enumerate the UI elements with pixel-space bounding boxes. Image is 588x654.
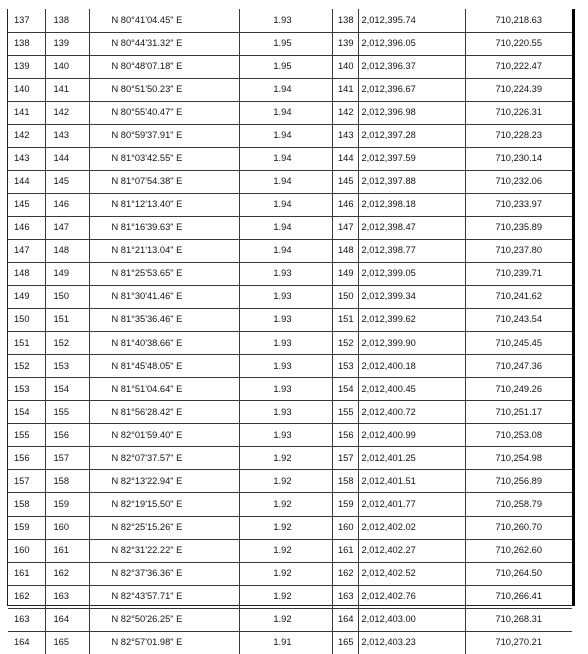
north-coordinate-cell: 2,012,400.99 [358,424,465,447]
point-cell: 163 [332,585,358,608]
north-coordinate-cell: 2,012,400.72 [358,401,465,424]
bearing-cell: N 82°37'36.36" E [89,562,239,585]
east-coordinate-cell: 710,226.31 [465,101,572,124]
distance-cell: 1.93 [239,9,332,32]
table-row [8,55,572,78]
east-coordinate-cell: 710,262.60 [465,539,572,562]
from-station-cell: 147 [8,239,45,262]
north-coordinate-cell: 2,012,396.67 [358,78,465,101]
north-coordinate-cell: 2,012,398.47 [358,216,465,239]
from-station-cell: 143 [8,147,45,170]
bearing-cell: N 82°57'01.98" E [89,631,239,654]
distance-cell: 1.92 [239,516,332,539]
east-coordinate-cell: 710,270.21 [495,637,542,648]
from-station-cell: 140 [8,78,45,101]
table-row [8,216,572,239]
distance-cell: 1.91 [239,631,332,654]
bearing-cell: N 82°43'57.71" E [89,585,239,608]
point-cell: 156 [332,424,358,447]
to-station-cell: 147 [45,216,89,239]
bearing-cell: N 81°35'36.46" E [89,309,239,332]
point-cell: 149 [332,263,358,286]
to-station-cell: 154 [45,378,89,401]
to-station-cell: 165 [45,631,89,654]
table-row [8,493,572,516]
from-station-cell: 145 [8,193,45,216]
north-coordinate-cell: 2,012,400.18 [358,355,465,378]
east-coordinate-cell: 710,251.17 [465,401,572,424]
distance-cell: 1.93 [239,286,332,309]
north-coordinate-cell: 2,012,399.62 [358,309,465,332]
table-row [8,516,572,539]
from-station-cell: 155 [8,424,45,447]
bearing-cell: N 81°45'48.05" E [89,355,239,378]
bearing-cell: N 80°59'37.91" E [89,124,239,147]
to-station-cell: 149 [45,263,89,286]
bearing-cell: N 81°25'53.65" E [89,263,239,286]
to-station-cell: 145 [45,170,89,193]
east-coordinate-cell: 710,233.97 [465,193,572,216]
east-coordinate-cell: 710,237.80 [465,239,572,262]
to-station-cell: 138 [45,9,89,32]
distance-cell: 1.95 [239,32,332,55]
distance-cell: 1.94 [239,78,332,101]
east-coordinate-cell: 710,239.71 [465,263,572,286]
to-station-cell: 150 [45,286,89,309]
east-coordinate-cell: 710,245.45 [465,332,572,355]
bearing-cell: N 80°41'04.45" E [89,9,239,32]
north-coordinate-cell: 2,012,396.37 [358,55,465,78]
east-coordinate-cell: 710,243.54 [465,309,572,332]
table-row [8,286,572,309]
distance-cell: 1.93 [239,378,332,401]
to-station-cell: 156 [45,424,89,447]
east-coordinate-cell: 710,228.23 [465,124,572,147]
east-coordinate-cell: 710,260.70 [465,516,572,539]
table-row [8,447,572,470]
table-row [8,585,572,608]
to-station-cell: 162 [45,562,89,585]
east-coordinate-cell: 710,258.79 [465,493,572,516]
table-row [8,263,572,286]
point-cell: 160 [332,516,358,539]
from-station-cell: 164 [8,631,45,654]
east-coordinate-cell: 710,218.63 [465,9,572,32]
point-cell: 146 [332,193,358,216]
to-station-cell: 140 [45,55,89,78]
from-station-cell: 142 [8,124,45,147]
table-row [8,631,572,654]
distance-cell: 1.94 [239,216,332,239]
from-station-cell: 154 [8,401,45,424]
table-row [8,9,572,32]
distance-cell: 1.92 [239,493,332,516]
point-cell: 144 [332,147,358,170]
north-coordinate-cell: 2,012,397.88 [358,170,465,193]
survey-table-page [7,9,575,648]
point-cell: 139 [332,32,358,55]
from-station-cell: 163 [8,608,45,631]
distance-cell: 1.92 [239,608,332,631]
north-coordinate-cell: 2,012,399.05 [358,263,465,286]
bearing-cell: N 82°07'37.57" E [89,447,239,470]
distance-cell: 1.93 [239,401,332,424]
bearing-cell: N 81°03'42.55" E [89,147,239,170]
from-station-cell: 141 [8,101,45,124]
bearing-cell: N 80°48'07.18" E [89,55,239,78]
from-station-cell: 162 [8,585,45,608]
from-station-cell: 153 [8,378,45,401]
table-row [8,424,572,447]
north-coordinate-cell: 2,012,396.98 [358,101,465,124]
to-station-cell: 157 [45,447,89,470]
point-cell: 148 [332,239,358,262]
from-station-cell: 156 [8,447,45,470]
to-station-cell: 158 [45,470,89,493]
distance-cell: 1.93 [239,263,332,286]
table-row [8,355,572,378]
north-coordinate-cell: 2,012,401.25 [358,447,465,470]
distance-cell: 1.95 [239,55,332,78]
point-cell: 153 [332,355,358,378]
east-coordinate-cell: 710,253.08 [465,424,572,447]
to-station-cell: 142 [45,101,89,124]
table-row [8,309,572,332]
from-station-cell: 139 [8,55,45,78]
bearing-cell: N 81°30'41.46" E [89,286,239,309]
east-coordinate-cell: 710,232.06 [465,170,572,193]
bearing-cell: N 82°01'59.40" E [89,424,239,447]
distance-cell: 1.93 [239,424,332,447]
distance-cell: 1.92 [239,585,332,608]
to-station-cell: 144 [45,147,89,170]
point-cell: 152 [332,332,358,355]
bearing-cell: N 82°25'15.26" E [89,516,239,539]
north-coordinate-cell: 2,012,397.28 [358,124,465,147]
table-row [8,401,572,424]
point-cell: 147 [332,216,358,239]
north-coordinate-cell: 2,012,399.90 [358,332,465,355]
to-station-cell: 151 [45,309,89,332]
east-coordinate-cell: 710,220.55 [465,32,572,55]
to-station-cell: 159 [45,493,89,516]
east-coordinate-cell: 710,264.50 [465,562,572,585]
from-station-cell: 159 [8,516,45,539]
point-cell: 155 [332,401,358,424]
table-row [8,147,572,170]
north-coordinate-cell: 2,012,401.77 [358,493,465,516]
from-station-cell: 146 [8,216,45,239]
east-coordinate-cell: 710,230.14 [465,147,572,170]
point-cell: 141 [332,78,358,101]
point-cell: 157 [332,447,358,470]
north-coordinate-cell: 2,012,401.51 [358,470,465,493]
bearing-cell: N 80°55'40.47" E [89,101,239,124]
point-cell: 165 [332,631,358,654]
from-station-cell: 152 [8,355,45,378]
coordinates-table [8,9,572,654]
from-station-cell: 157 [8,470,45,493]
bearing-cell: N 81°21'13.04" E [89,239,239,262]
point-cell: 150 [332,286,358,309]
east-coordinate-cell: 710,268.31 [465,608,572,631]
table-row [8,32,572,55]
north-coordinate-cell: 2,012,397.59 [358,147,465,170]
north-coordinate-cell: 2,012,395.74 [358,9,465,32]
north-coordinate-cell: 2,012,402.52 [358,562,465,585]
distance-cell: 1.93 [239,309,332,332]
from-station-cell: 138 [8,32,45,55]
distance-cell: 1.92 [239,562,332,585]
bearing-cell: N 82°13'22.94" E [89,470,239,493]
to-station-cell: 153 [45,355,89,378]
to-station-cell: 139 [45,32,89,55]
point-cell: 162 [332,562,358,585]
distance-cell: 1.92 [239,447,332,470]
bearing-cell: N 81°51'04.64" E [89,378,239,401]
distance-cell: 1.94 [239,239,332,262]
east-coordinate-cell: 710,247.36 [465,355,572,378]
to-station-cell: 148 [45,239,89,262]
east-coordinate-cell: 710,235.89 [465,216,572,239]
from-station-cell: 160 [8,539,45,562]
distance-cell: 1.92 [239,539,332,562]
from-station-cell: 151 [8,332,45,355]
point-cell: 151 [332,309,358,332]
table-row [8,332,572,355]
bearing-cell: N 81°40'38.66" E [89,332,239,355]
point-cell: 159 [332,493,358,516]
to-station-cell: 155 [45,401,89,424]
point-cell: 158 [332,470,358,493]
east-coordinate-cell: 710,254.98 [465,447,572,470]
east-coordinate-cell: 710,249.26 [465,378,572,401]
north-coordinate-cell: 2,012,402.27 [358,539,465,562]
to-station-cell: 143 [45,124,89,147]
to-station-cell: 161 [45,539,89,562]
table-row [8,539,572,562]
bearing-cell: N 82°19'15.50" E [89,493,239,516]
table-row [8,562,572,585]
from-station-cell: 150 [8,309,45,332]
from-station-cell: 137 [8,9,45,32]
table-row [8,78,572,101]
table-row [8,170,572,193]
to-station-cell: 160 [45,516,89,539]
distance-cell: 1.94 [239,147,332,170]
table-row [8,608,572,631]
from-station-cell: 144 [8,170,45,193]
bearing-cell: N 80°51'50.23" E [89,78,239,101]
to-station-cell: 152 [45,332,89,355]
table-row [8,378,572,401]
from-station-cell: 148 [8,263,45,286]
point-cell: 142 [332,101,358,124]
east-coordinate-cell: 710,256.89 [465,470,572,493]
bearing-cell: N 81°12'13.40" E [89,193,239,216]
north-coordinate-cell: 2,012,398.18 [358,193,465,216]
point-cell: 154 [332,378,358,401]
bearing-cell: N 81°07'54.38" E [89,170,239,193]
point-cell: 143 [332,124,358,147]
point-cell: 164 [332,608,358,631]
bearing-cell: N 81°56'28.42" E [89,401,239,424]
distance-cell: 1.94 [239,124,332,147]
bearing-cell: N 82°50'26.25" E [89,608,239,631]
point-cell: 161 [332,539,358,562]
table-row [8,101,572,124]
bearing-cell: N 80°44'31.32" E [89,32,239,55]
north-coordinate-cell: 2,012,402.76 [358,585,465,608]
east-coordinate-cell: 710,222.47 [465,55,572,78]
table-row [8,193,572,216]
point-cell: 138 [332,9,358,32]
table-body [8,9,572,654]
distance-cell: 1.93 [239,332,332,355]
north-coordinate-cell: 2,012,403.00 [358,608,465,631]
distance-cell: 1.92 [239,470,332,493]
north-coordinate-cell: 2,012,400.45 [358,378,465,401]
distance-cell: 1.94 [239,170,332,193]
table-row [8,124,572,147]
to-station-cell: 141 [45,78,89,101]
from-station-cell: 149 [8,286,45,309]
north-coordinate-cell: 2,012,398.77 [358,239,465,262]
east-coordinate-cell: 710,266.41 [465,585,572,608]
distance-cell: 1.93 [239,355,332,378]
north-coordinate-cell: 2,012,396.05 [358,32,465,55]
east-coordinate-cell: 710,241.62 [465,286,572,309]
distance-cell: 1.94 [239,101,332,124]
to-station-cell: 146 [45,193,89,216]
to-station-cell: 164 [45,608,89,631]
bearing-cell: N 81°16'39.63" E [89,216,239,239]
north-coordinate-cell: 2,012,402.02 [358,516,465,539]
table-row [8,239,572,262]
north-coordinate-cell: 2,012,403.23 [358,631,465,654]
bearing-cell: N 82°31'22.22" E [89,539,239,562]
point-cell: 145 [332,170,358,193]
to-station-cell: 163 [45,585,89,608]
from-station-cell: 158 [8,493,45,516]
north-coordinate-cell: 2,012,399.34 [358,286,465,309]
table-row [8,470,572,493]
east-coordinate-cell: 710,224.39 [465,78,572,101]
from-station-cell: 161 [8,562,45,585]
distance-cell: 1.94 [239,193,332,216]
point-cell: 140 [332,55,358,78]
